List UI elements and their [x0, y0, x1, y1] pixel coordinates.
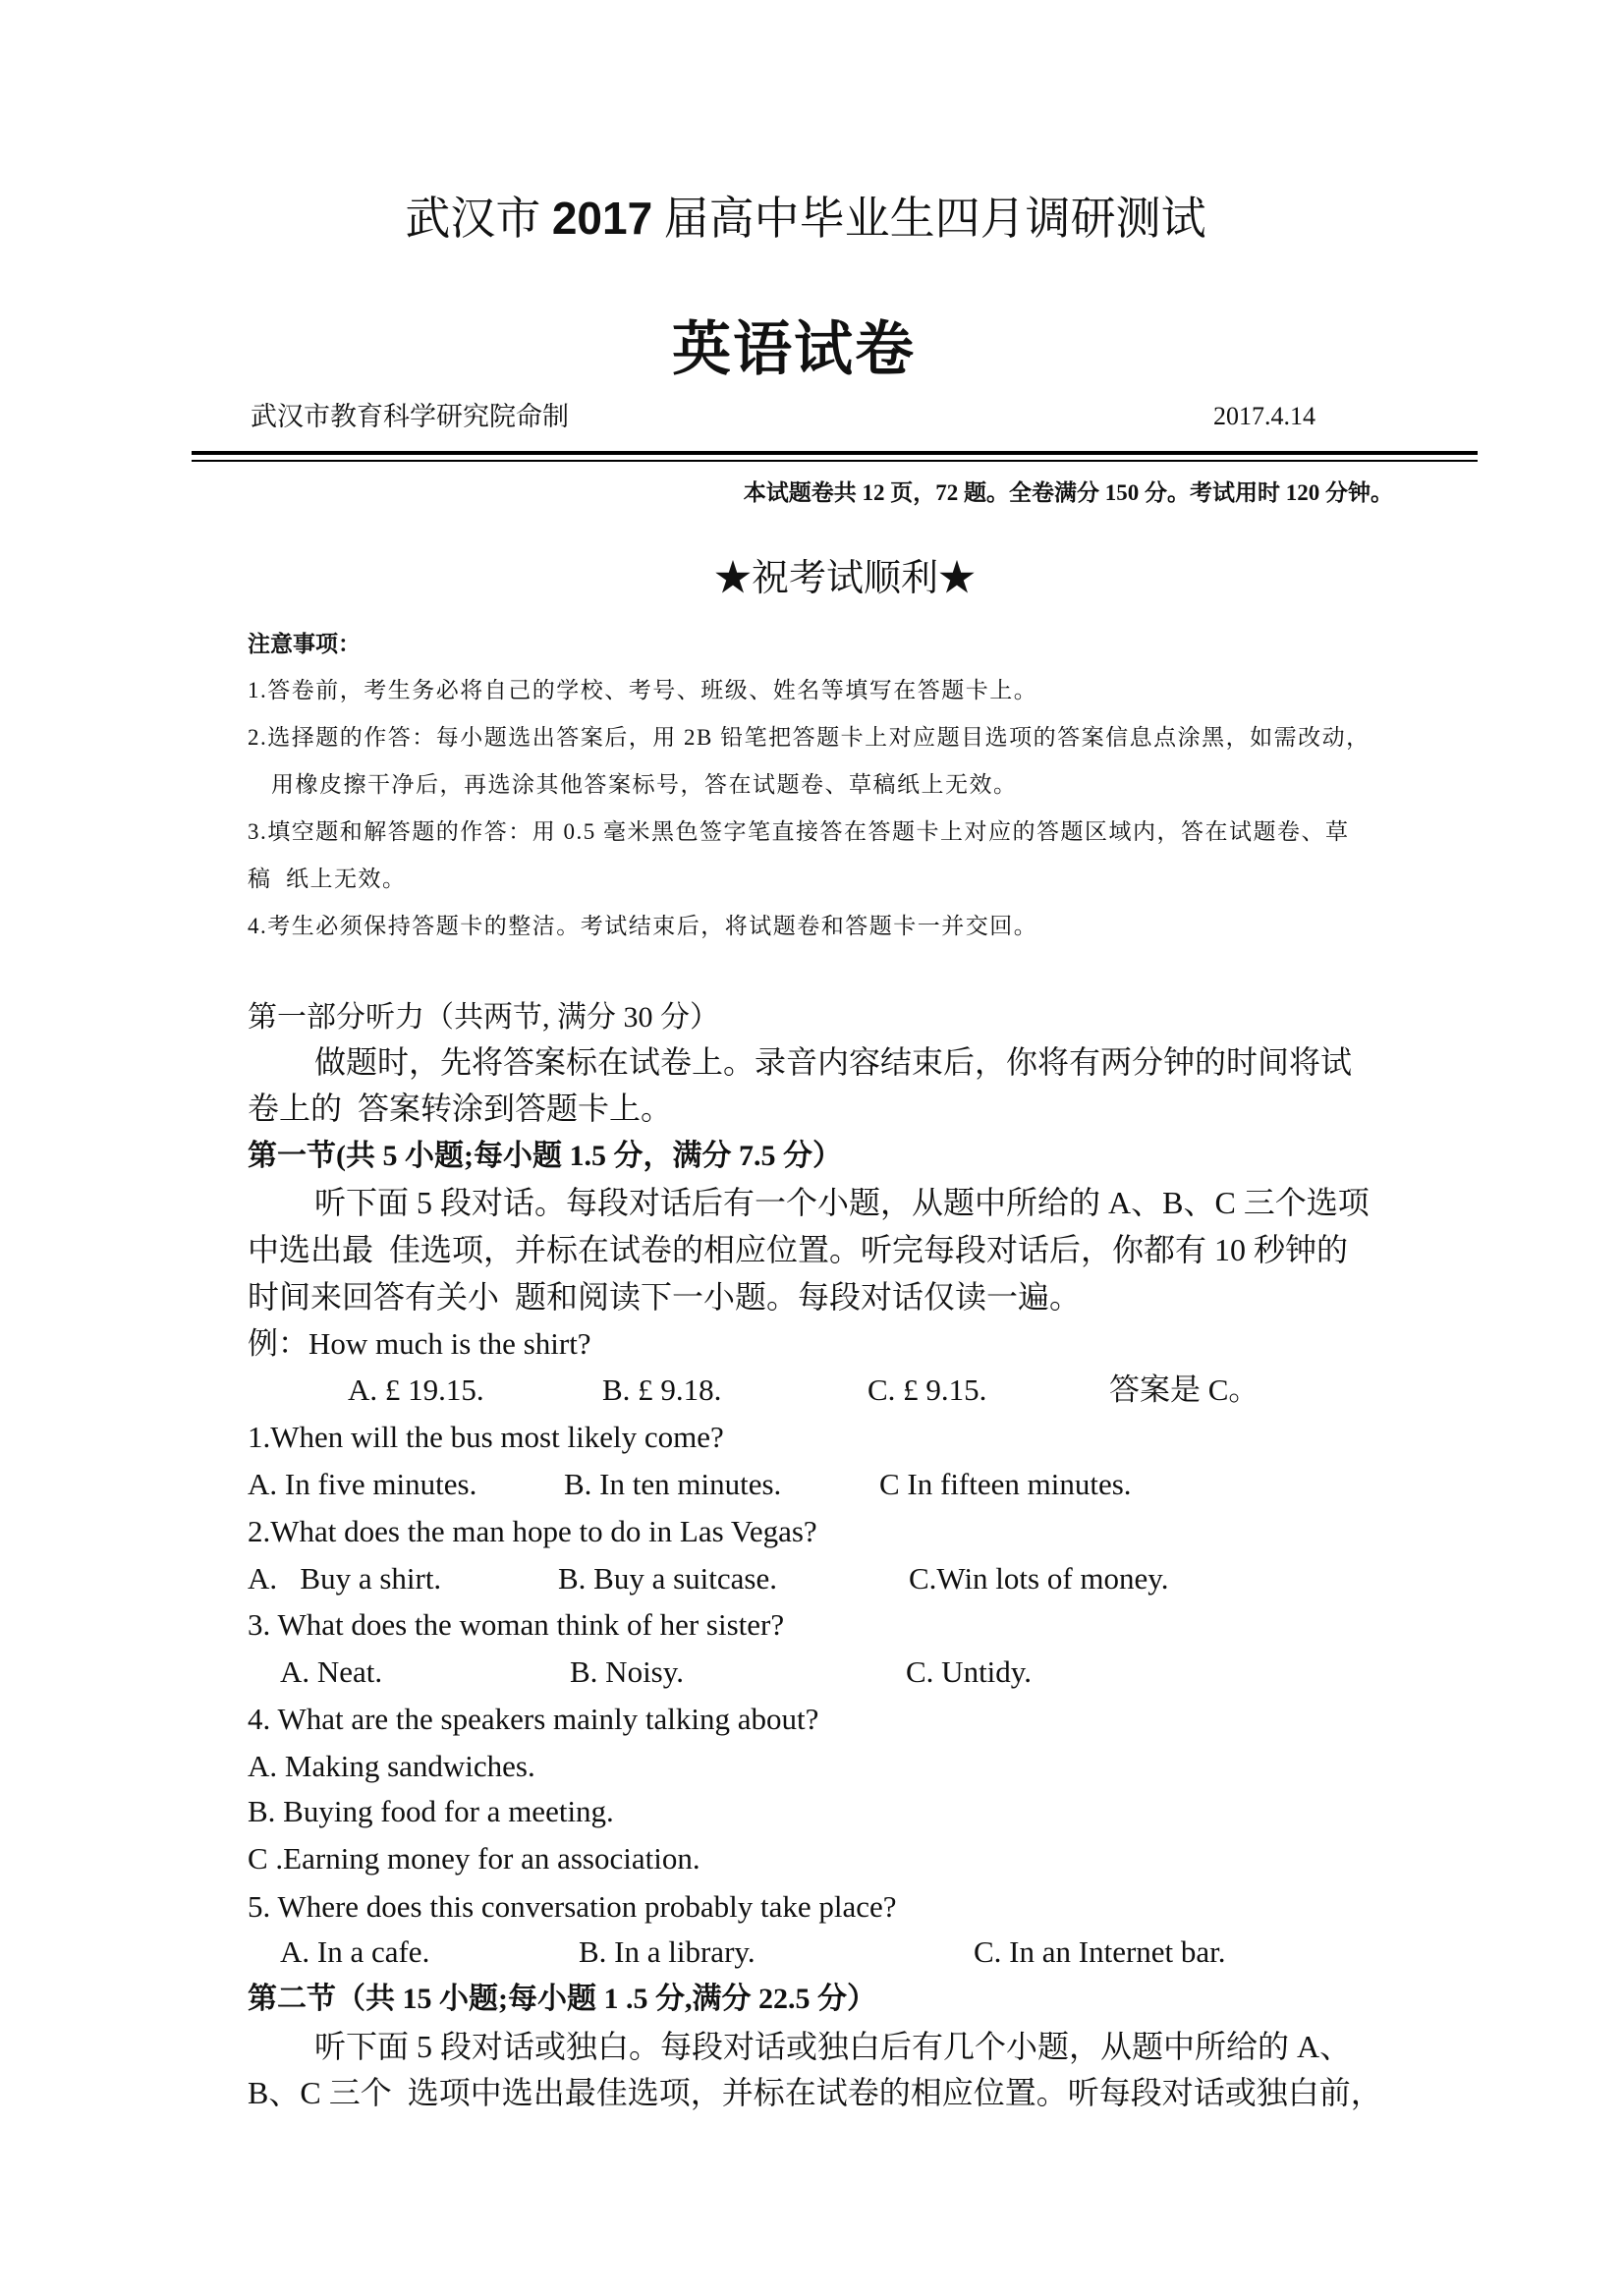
question-1-options	[0, 1465, 1572, 1504]
question-5-options	[0, 1932, 1572, 1972]
part1-heading: 第一部分听力（共两节, 满分 30 分）	[248, 1001, 719, 1034]
exam-subject: 英语试卷	[672, 317, 916, 382]
exam-title-year: 2017	[551, 193, 653, 244]
notes-heading: 注意事项：	[248, 632, 361, 656]
example-options-row	[0, 1371, 1572, 1410]
section1-intro-line: 中选出最 佳选项，并标在试卷的相应位置。听完每段对话后，你都有 10 秒钟的	[248, 1232, 1349, 1267]
section1-intro-line: 听下面 5 段对话。每段对话后有一个小题，从题中所给的 A、B、C 三个选项	[314, 1185, 1370, 1220]
question-3-option-b: B. Noisy.	[570, 1654, 684, 1689]
note-line-continued: 用橡皮擦干净后，再选涂其他答案标号，答在试题卷、草稿纸上无效。	[271, 772, 1018, 797]
header-rule-thin	[192, 460, 1478, 462]
question-1-option-a: A. In five minutes.	[248, 1467, 477, 1501]
part1-intro-line: 卷上的 答案转涂到答题卡上。	[248, 1091, 673, 1126]
section2-intro-line: 听下面 5 段对话或独白。每段对话或独白后有几个小题，从题中所给的 A、	[314, 2029, 1352, 2064]
question-1-option-c: C In fifteen minutes.	[879, 1467, 1132, 1501]
note-line: 3.填空题和解答题的作答：用 0.5 毫米黑色签字笔直接答在答题卡上对应的答题区域内，答在试题卷、草	[248, 819, 1350, 844]
question-2-option-b: B. Buy a suitcase.	[558, 1561, 777, 1596]
example-answer: 答案是 C。	[1109, 1372, 1259, 1407]
exam-info: 本试题卷共 12 页，72 题。全卷满分 150 分。考试用时 120 分钟。	[743, 480, 1393, 505]
question-5-option-b: B. In a library.	[579, 1934, 756, 1969]
blessing: ★祝考试顺利★	[713, 558, 976, 599]
section1-intro-line: 时间来回答有关小 题和阅读下一小题。每段对话仅读一遍。	[248, 1279, 1082, 1315]
note-line-continued: 稿 纸上无效。	[248, 867, 407, 891]
question-5: 5. Where does this conversation probably take place?	[248, 1889, 897, 1924]
issuer: 武汉市教育科学研究院命制	[251, 402, 569, 431]
question-2-option-a: A. Buy a shirt.	[248, 1561, 442, 1596]
question-4-option-b: B. Buying food for a meeting.	[248, 1794, 614, 1828]
header-rule-thick	[192, 451, 1478, 455]
question-2-options	[0, 1559, 1572, 1598]
section1-heading: 第一节(共 5 小题;每小题 1.5 分，满分 7.5 分）	[248, 1140, 842, 1172]
question-3: 3. What does the woman think of her sister?	[248, 1607, 785, 1642]
example-option-a: A. £ 19.15.	[348, 1372, 484, 1407]
question-2-option-c: C.Win lots of money.	[909, 1561, 1169, 1596]
note-line: 2.选择题的作答：每小题选出答案后，用 2B 铅笔把答题卡上对应题目选项的答案信息点涂黑，如需改动，	[248, 725, 1371, 750]
part1-intro-line: 做题时，先将答案标在试卷上。录音内容结束后，你将有两分钟的时间将试	[314, 1044, 1353, 1080]
question-4: 4. What are the speakers mainly talking about?	[248, 1702, 819, 1736]
question-4-option-c: C .Earning money for an association.	[248, 1841, 700, 1876]
exam-title-prefix: 武汉市	[405, 194, 552, 244]
section2-intro-line: B、C 三个 选项中选出最佳选项，并标在试卷的相应位置。听每段对话或独白前，	[248, 2075, 1382, 2110]
section2-heading: 第二节（共 15 小题;每小题 1 .5 分,满分 22.5 分）	[248, 1983, 876, 2015]
note-line: 4.考生必须保持答题卡的整洁。考试结束后，将试题卷和答题卡一并交回。	[248, 914, 1038, 938]
question-1: 1.When will the bus most likely come?	[248, 1420, 724, 1454]
question-1-option-b: B. In ten minutes.	[564, 1467, 782, 1501]
question-3-option-a: A. Neat.	[280, 1654, 383, 1689]
question-5-option-c: C. In an Internet bar.	[974, 1934, 1226, 1969]
question-3-option-c: C. Untidy.	[906, 1654, 1033, 1689]
question-5-option-a: A. In a cafe.	[280, 1934, 430, 1969]
example-option-b: B. £ 9.18.	[602, 1372, 722, 1407]
exam-title	[0, 187, 1611, 251]
exam-date: 2017.4.14	[1213, 402, 1315, 430]
note-line: 1.答卷前，考生务必将自己的学校、考号、班级、姓名等填写在答题卡上。	[248, 678, 1038, 702]
exam-title-suffix: 届高中毕业生四月调研测试	[652, 194, 1206, 244]
question-4-option-a: A. Making sandwiches.	[248, 1749, 535, 1783]
example-option-c: C. £ 9.15.	[867, 1372, 987, 1407]
question-3-options	[0, 1652, 1572, 1692]
example-question: 例：How much is the shirt?	[248, 1326, 591, 1361]
question-2: 2.What does the man hope to do in Las Vegas?	[248, 1514, 817, 1548]
